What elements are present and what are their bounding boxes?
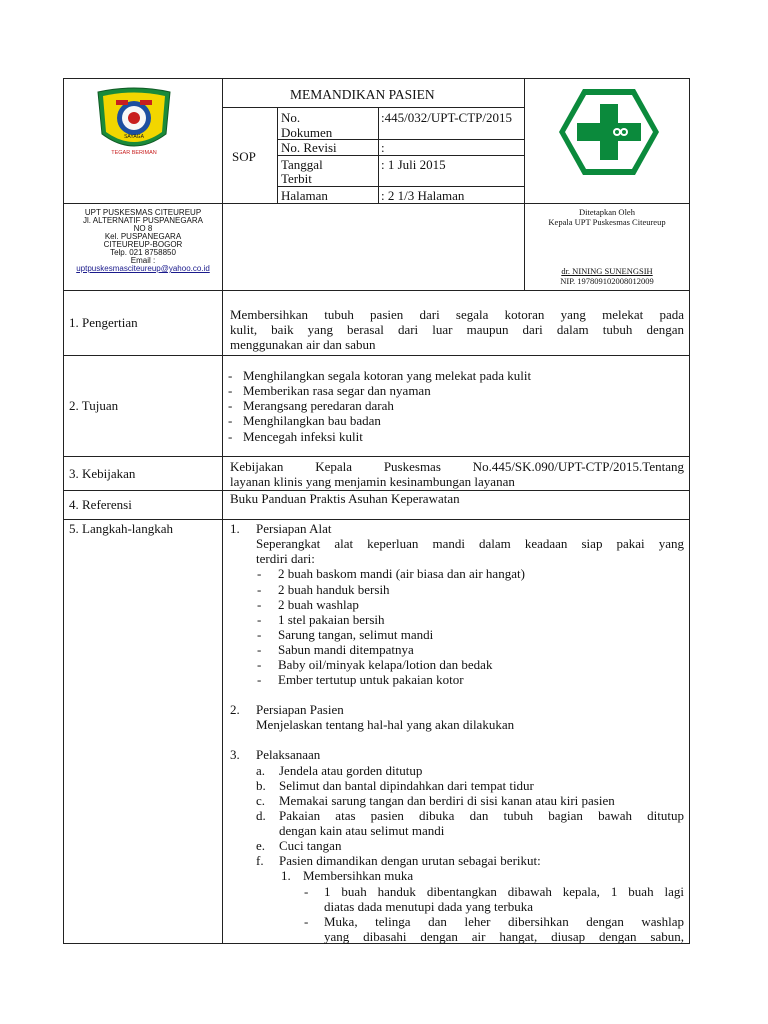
substep-title: Membersihkan muka — [303, 868, 414, 883]
field-value-halaman: : 2 1/3 Halaman — [381, 188, 465, 203]
section-label-referensi: 4. Referensi — [69, 497, 132, 512]
list-item: Menghilangkan segala kotoran yang melekat pada kulit — [243, 368, 532, 383]
header-bottom-border — [63, 203, 689, 204]
list-item: Muka, telinga dan leher dibersihkan dengan washlap — [324, 914, 684, 929]
list-dash: - — [257, 582, 262, 597]
list-item: Baby oil/minyak kelapa/lotion dan bedak — [278, 657, 493, 672]
approver-name: dr. NINING SUNENGSIH — [561, 266, 653, 276]
field-label-no-revisi: No. Revisi — [281, 140, 337, 155]
list-item: 2 buah baskom mandi (air biasa dan air hangat) — [278, 566, 525, 581]
pengertian-line-1: Membersihkan tubuh pasien dari segala kotoran yang melekat pada — [230, 307, 684, 322]
step-2-text: Menjelaskan tentang hal-hal yang akan dilakukan — [256, 717, 515, 732]
document-title: MEMANDIKAN PASIEN — [290, 87, 435, 102]
list-item: Selimut dan bantal dipindahkan dari tempat tidur — [279, 778, 534, 793]
field-value-no-revisi: : — [381, 140, 385, 155]
field-label-tanggal-terbit-2: Terbit — [281, 171, 312, 186]
row-border-referensi — [63, 519, 689, 520]
field-label-no-dokumen-1: No. — [281, 110, 301, 125]
institution-number: NO 8 — [133, 224, 153, 233]
list-marker: d. — [256, 808, 266, 823]
list-item: Merangsang peredaran darah — [243, 398, 394, 413]
table-border-left — [63, 78, 64, 944]
step-1-intro-2: terdiri dari: — [256, 551, 315, 566]
list-item-continued: yang dibasahi dengan air hangat, diusap dengan sabun, — [324, 929, 684, 944]
list-dash: - — [228, 368, 233, 383]
field-value-no-dokumen: :445/032/UPT-CTP/2015 — [381, 110, 512, 125]
list-item: Memberikan rasa segar dan nyaman — [243, 383, 431, 398]
list-item: 1 buah handuk dibentangkan dibawah kepala, 1 buah lagi — [324, 884, 684, 899]
title-row-border — [222, 107, 524, 108]
field-value-tanggal-terbit: : 1 Juli 2015 — [381, 157, 446, 172]
list-marker: b. — [256, 778, 266, 793]
institution-city: CITEUREUP-BOGOR — [103, 240, 183, 249]
step-3-title: Pelaksanaan — [256, 747, 321, 762]
list-item: 2 buah washlap — [278, 597, 359, 612]
kebijakan-line-1: Kebijakan Kepala Puskesmas No.445/SK.090/UPT-CTP/2015.Tentang — [230, 459, 684, 474]
pengertian-line-3: menggunakan air dan sabun — [230, 337, 376, 352]
info-row-border — [63, 290, 689, 291]
approval-line-1: Ditetapkan Oleh — [579, 207, 635, 217]
step-2-number: 2. — [230, 702, 240, 717]
section-label-pengertian: 1. Pengertian — [69, 315, 138, 330]
institution-address — [68, 209, 218, 273]
list-marker: f. — [256, 853, 264, 868]
field-row-border-3 — [277, 186, 524, 187]
list-dash: - — [257, 612, 262, 627]
list-dash: - — [304, 884, 309, 899]
substep-number: 1. — [281, 868, 291, 883]
list-dash: - — [257, 597, 262, 612]
field-label-tanggal-terbit-1: Tanggal — [281, 157, 323, 172]
step-2-title: Persiapan Pasien — [256, 702, 344, 717]
step-3-number: 3. — [230, 747, 240, 762]
referensi-text: Buku Panduan Praktis Asuhan Keperawatan — [230, 491, 460, 506]
list-dash: - — [257, 642, 262, 657]
approval-line-2: Kepala UPT Puskesmas Citeureup — [548, 217, 666, 227]
field-label-no-dokumen-2: Dokumen — [281, 125, 333, 140]
list-dash: - — [228, 429, 233, 444]
list-item: Menghilangkan bau badan — [243, 413, 381, 428]
list-item: Memakai sarung tangan dan berdiri di sisi kanan atau kiri pasien — [279, 793, 615, 808]
table-border-right — [689, 78, 690, 944]
list-item: Ember tertutup untuk pakaian kotor — [278, 672, 464, 687]
list-marker: c. — [256, 793, 266, 808]
list-item-continued: dengan kain atau selimut mandi — [279, 823, 445, 838]
institution-village: Kel. PUSPANEGARA — [104, 232, 182, 241]
list-item: Jendela atau gorden ditutup — [279, 763, 423, 778]
pengertian-line-2: kulit, baik yang berasal dari luar maupun dari dalam tubuh dengan — [230, 322, 684, 337]
institution-email-label: Email : — [130, 256, 156, 265]
field-row-border-2 — [277, 155, 524, 156]
list-dash: - — [228, 413, 233, 428]
field-label-halaman: Halaman — [281, 188, 328, 203]
sop-label: SOP — [232, 149, 256, 164]
list-dash: - — [257, 627, 262, 642]
list-item: Pakaian atas pasien dibuka dan tubuh bagian bawah ditutup — [279, 808, 684, 823]
list-dash: - — [257, 566, 262, 581]
list-dash: - — [304, 914, 309, 929]
header-divider-2 — [524, 78, 525, 290]
step-1-intro-1: Seperangkat alat keperluan mandi dalam keadaan siap pakai yang — [256, 536, 684, 551]
list-dash: - — [257, 657, 262, 672]
step-1-number: 1. — [230, 521, 240, 536]
section-label-langkah: 5. Langkah-langkah — [69, 521, 173, 536]
kebijakan-line-2: layanan klinis yang menjamin kesinambungan layanan — [230, 474, 515, 489]
list-item: Pasien dimandikan dengan urutan sebagai berikut: — [279, 853, 541, 868]
header-divider-1 — [222, 78, 223, 290]
list-item: Mencegah infeksi kulit — [243, 429, 363, 444]
step-1-title: Persiapan Alat — [256, 521, 332, 536]
table-border-top — [63, 78, 689, 79]
row-border-tujuan — [63, 456, 689, 457]
section-label-tujuan: 2. Tujuan — [69, 398, 119, 413]
list-item-continued: diatas dada menutupi dada yang terbuka — [324, 899, 534, 914]
list-item: 1 stel pakaian bersih — [278, 612, 385, 627]
list-item: Cuci tangan — [279, 838, 342, 853]
approver-nip: NIP. 197809102008012009 — [560, 276, 654, 286]
list-item: Sarung tangan, selimut mandi — [278, 627, 434, 642]
list-dash: - — [228, 383, 233, 398]
emblem-inner-text: SAYAGA — [124, 134, 144, 140]
institution-email-link[interactable]: uptpuskesmasciteureup@yahoo.co.id — [76, 264, 210, 273]
institution-phone: Telp. 021 8758850 — [110, 248, 176, 257]
emblem-caption: TEGAR BERIMAN — [111, 150, 157, 156]
list-item: Sabun mandi ditempatnya — [278, 642, 414, 657]
list-marker: a. — [256, 763, 266, 778]
section-label-kebijakan: 3. Kebijakan — [69, 466, 136, 481]
list-dash: - — [257, 672, 262, 687]
puskesmas-logo — [557, 87, 661, 177]
institution-name: UPT PUSKESMAS CITEUREUP — [84, 208, 202, 217]
list-dash: - — [228, 398, 233, 413]
list-marker: e. — [256, 838, 266, 853]
regency-emblem-logo — [94, 86, 174, 160]
institution-street: Jl. ALTERNATIF PUSPANEGARA — [82, 216, 204, 225]
row-border-pengertian — [63, 355, 689, 356]
body-label-divider — [222, 290, 223, 944]
list-item: 2 buah handuk bersih — [278, 582, 390, 597]
